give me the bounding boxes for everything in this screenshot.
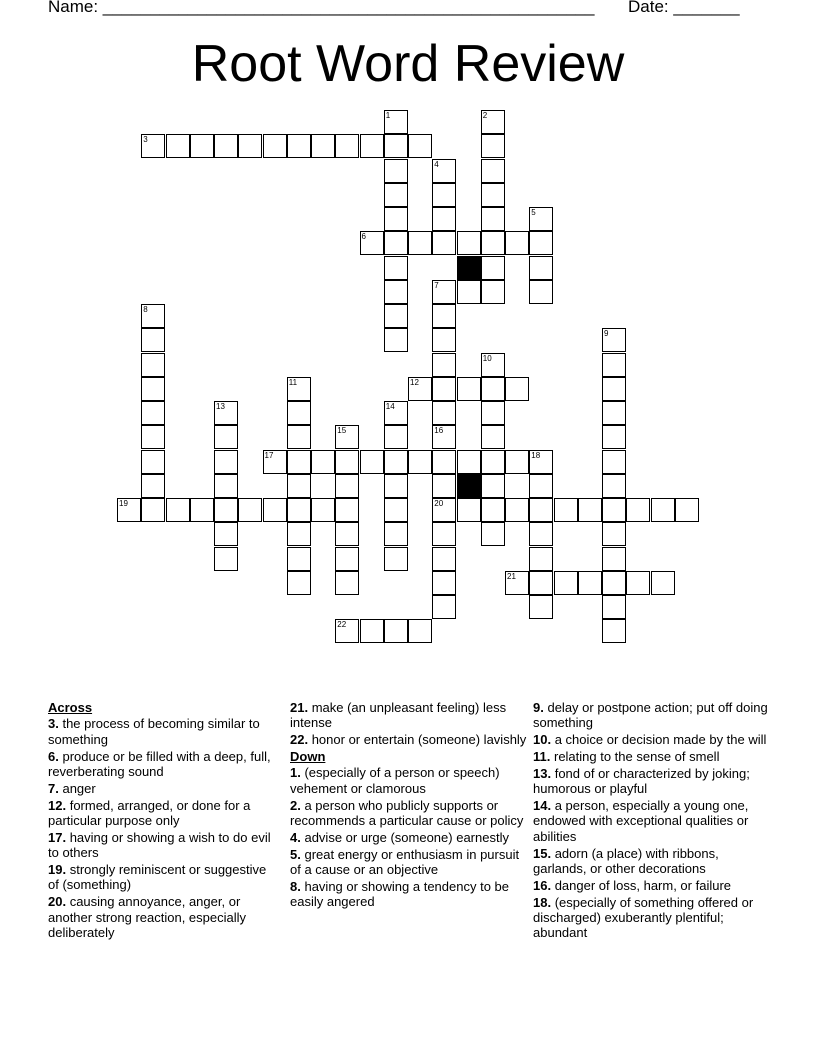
blocked-cell	[457, 256, 481, 280]
grid-cell[interactable]	[432, 595, 456, 619]
grid-cell[interactable]	[602, 425, 626, 449]
grid-cell[interactable]	[408, 231, 432, 255]
grid-cell[interactable]	[166, 134, 190, 158]
blocked-cell	[457, 474, 481, 498]
grid-cell[interactable]	[626, 571, 650, 595]
grid-cell[interactable]	[481, 425, 505, 449]
grid-cell[interactable]	[384, 304, 408, 328]
grid-cell[interactable]	[432, 328, 456, 352]
grid-cell[interactable]	[141, 134, 165, 158]
clue-number: 22	[337, 620, 347, 630]
grid-cell[interactable]	[384, 280, 408, 304]
clue-number: 9	[604, 329, 609, 339]
clue-number: 17	[264, 450, 274, 460]
clue-down-15: 15. adorn (a place) with ribbons, garlands, or other decorations	[533, 845, 719, 877]
grid-cell[interactable]	[529, 474, 553, 498]
grid-cell[interactable]	[384, 110, 408, 134]
page-title: Root Word Review	[191, 35, 625, 93]
grid-cell[interactable]	[602, 619, 626, 643]
grid-cell[interactable]	[384, 401, 408, 425]
clue-column-1	[48, 700, 276, 942]
grid-cell[interactable]	[384, 159, 408, 183]
grid-cell[interactable]	[408, 377, 432, 401]
grid-cell[interactable]	[505, 571, 529, 595]
grid-cell[interactable]	[384, 183, 408, 207]
clue-across-20: 20. causing annoyance, anger, or another strong reaction, especially deliberately	[48, 894, 247, 941]
grid-cell[interactable]	[457, 498, 481, 522]
name-field-label: Name: ____________________________________________________	[48, 0, 595, 16]
grid-cell[interactable]	[335, 547, 359, 571]
clue-number: 16	[434, 426, 444, 436]
clue-column-3	[533, 700, 773, 942]
grid-cell[interactable]	[311, 498, 335, 522]
clue-number: 2	[482, 111, 488, 120]
clue-across-7: 7. anger	[48, 780, 96, 796]
clue-down-10: 10. a choice or decision made by the will	[533, 732, 767, 748]
grid-cell[interactable]	[529, 256, 553, 280]
grid-cell[interactable]	[457, 450, 481, 474]
grid-cell[interactable]	[602, 571, 626, 595]
grid-cell[interactable]	[335, 474, 359, 498]
grid-cell[interactable]	[602, 595, 626, 619]
grid-cell[interactable]	[335, 425, 359, 449]
clue-number: 10	[482, 353, 492, 363]
grid-cell[interactable]	[481, 353, 505, 377]
grid-cell[interactable]	[141, 450, 165, 474]
grid-cell[interactable]	[384, 425, 408, 449]
clue-across-17: 17. having or showing a wish to do evil to others	[48, 829, 271, 861]
clue-down-14: 14. a person, especially a young one, endowed with exceptional qualities or abilities	[533, 798, 749, 844]
grid-cell[interactable]	[141, 328, 165, 352]
grid-cell[interactable]	[432, 353, 456, 377]
grid-cell[interactable]	[578, 571, 602, 595]
grid-cell[interactable]	[384, 450, 408, 474]
grid-cell[interactable]	[602, 522, 626, 546]
clue-down-11: 11. relating to the sense of smell	[533, 749, 720, 764]
grid-cell[interactable]	[481, 474, 505, 498]
grid-cell[interactable]	[287, 547, 311, 571]
grid-cell[interactable]	[335, 522, 359, 546]
clue-down-1: 1. (especially of a person or speech) vehement or clamorous	[290, 765, 500, 796]
grid-cell[interactable]	[481, 377, 505, 401]
grid-cell[interactable]	[214, 498, 238, 522]
grid-cell[interactable]	[529, 498, 553, 522]
grid-cell[interactable]	[384, 522, 408, 546]
clue-number: 3	[143, 135, 148, 145]
grid-cell[interactable]	[432, 425, 456, 449]
grid-cell[interactable]	[432, 377, 456, 401]
grid-cell[interactable]	[602, 377, 626, 401]
grid-cell[interactable]	[287, 377, 311, 401]
clue-number: 8	[143, 305, 148, 314]
grid-cell[interactable]	[529, 547, 553, 571]
grid-cell[interactable]	[529, 207, 553, 231]
grid-cell[interactable]	[505, 450, 529, 474]
grid-cell[interactable]	[602, 498, 626, 522]
grid-cell[interactable]	[263, 498, 287, 522]
grid-cell[interactable]	[166, 498, 190, 522]
clue-number: 1	[385, 111, 391, 120]
grid-cell[interactable]	[432, 280, 456, 304]
grid-cell[interactable]	[263, 450, 287, 474]
grid-cell[interactable]	[602, 547, 626, 571]
grid-cell[interactable]	[626, 498, 650, 522]
grid-cell[interactable]	[578, 498, 602, 522]
grid-cell[interactable]	[263, 134, 287, 158]
grid-cell[interactable]	[432, 547, 456, 571]
grid-cell[interactable]	[384, 207, 408, 231]
grid-cell[interactable]	[432, 304, 456, 328]
grid-cell[interactable]	[481, 450, 505, 474]
grid-cell[interactable]	[432, 522, 456, 546]
clue-across-6: 6. produce or be filled with a deep, full, reverberating sound	[48, 748, 271, 780]
clue-down-2: 2. a person who publicly supports or recommends a particular cause or policy	[290, 797, 524, 829]
grid-cell[interactable]	[432, 571, 456, 595]
clue-number: 20	[434, 499, 444, 508]
clue-number: 21	[507, 571, 516, 581]
grid-cell[interactable]	[432, 231, 456, 255]
grid-cell[interactable]	[287, 134, 311, 158]
clue-column-2	[290, 700, 528, 911]
grid-cell[interactable]	[529, 595, 553, 619]
grid-cell[interactable]	[651, 571, 675, 595]
grid-cell[interactable]	[335, 619, 359, 643]
grid-cell[interactable]	[432, 183, 456, 207]
grid-cell[interactable]	[384, 498, 408, 522]
clue-across-12: 12. formed, arranged, or done for a particular purpose only	[48, 797, 251, 829]
grid-cell[interactable]	[432, 207, 456, 231]
grid-cell[interactable]	[602, 401, 626, 425]
grid-cell[interactable]	[238, 498, 262, 522]
date-field-label: Date: _______	[628, 0, 740, 16]
grid-cell[interactable]	[117, 498, 141, 522]
grid-cell[interactable]	[602, 353, 626, 377]
grid-cell[interactable]	[481, 280, 505, 304]
grid-cell[interactable]	[457, 377, 481, 401]
clue-across-19: 19. strongly reminiscent or suggestive of (something)	[48, 862, 267, 893]
grid-cell[interactable]	[481, 231, 505, 255]
grid-cell[interactable]	[190, 498, 214, 522]
clue-down-9: 9. delay or postpone action; put off doing something	[533, 700, 768, 731]
grid-cell[interactable]	[432, 474, 456, 498]
grid-cell[interactable]	[214, 522, 238, 546]
grid-cell[interactable]	[311, 134, 335, 158]
grid-cell[interactable]	[141, 498, 165, 522]
clue-number: 19	[119, 499, 128, 508]
grid-cell[interactable]	[457, 280, 481, 304]
grid-cell[interactable]	[287, 522, 311, 546]
grid-cell[interactable]	[287, 498, 311, 522]
grid-cell[interactable]	[602, 450, 626, 474]
grid-cell[interactable]	[481, 134, 505, 158]
grid-cell[interactable]	[384, 474, 408, 498]
grid-cell[interactable]	[529, 280, 553, 304]
clue-across-22: 22. honor or entertain (someone) lavishly	[290, 732, 527, 748]
grid-cell[interactable]	[481, 522, 505, 546]
grid-cell[interactable]	[481, 498, 505, 522]
clue-number: 11	[288, 377, 298, 387]
grid-cell[interactable]	[505, 377, 529, 401]
clue-number: 13	[216, 402, 225, 411]
grid-cell[interactable]	[360, 619, 384, 643]
grid-cell[interactable]	[335, 450, 359, 474]
grid-cell[interactable]	[141, 377, 165, 401]
grid-cell[interactable]	[481, 110, 505, 134]
grid-cell[interactable]	[214, 547, 238, 571]
grid-cell[interactable]	[651, 498, 675, 522]
grid-cell[interactable]	[384, 134, 408, 158]
grid-cell[interactable]	[432, 450, 456, 474]
grid-cell[interactable]	[214, 401, 238, 425]
clue-number: 7	[434, 280, 439, 290]
grid-cell[interactable]	[287, 425, 311, 449]
grid-cell[interactable]	[311, 450, 335, 474]
grid-cell[interactable]	[505, 498, 529, 522]
grid-cell[interactable]	[554, 498, 578, 522]
clue-down-13: 13. fond of or characterized by joking; humorous or playful	[533, 765, 750, 797]
grid-cell[interactable]	[432, 498, 456, 522]
grid-cell[interactable]	[384, 619, 408, 643]
grid-cell[interactable]	[554, 571, 578, 595]
clue-down-16: 16. danger of loss, harm, or failure	[533, 877, 732, 893]
grid-cell[interactable]	[432, 159, 456, 183]
grid-cell[interactable]	[529, 522, 553, 546]
grid-cell[interactable]	[384, 547, 408, 571]
clue-across-21: 21. make (an unpleasant feeling) less intense	[290, 700, 507, 731]
grid-cell[interactable]	[335, 134, 359, 158]
grid-cell[interactable]	[141, 474, 165, 498]
clue-down-5: 5. great energy or enthusiasm in pursuit of a cause or an objective	[290, 846, 520, 878]
grid-cell[interactable]	[408, 619, 432, 643]
grid-cell[interactable]	[505, 231, 529, 255]
grid-cell[interactable]	[529, 571, 553, 595]
grid-cell[interactable]	[214, 134, 238, 158]
grid-cell[interactable]	[287, 450, 311, 474]
grid-cell[interactable]	[141, 425, 165, 449]
clue-number: 5	[531, 208, 536, 217]
clue-number: 4	[434, 159, 439, 169]
grid-cell[interactable]	[335, 571, 359, 595]
down-heading: Down	[290, 749, 326, 764]
grid-cell[interactable]	[190, 134, 214, 158]
grid-cell[interactable]	[214, 474, 238, 498]
clue-number: 18	[531, 450, 541, 460]
grid-cell[interactable]	[238, 134, 262, 158]
grid-cell[interactable]	[287, 401, 311, 425]
clue-number: 12	[410, 377, 419, 387]
grid-cell[interactable]	[481, 159, 505, 183]
grid-cell[interactable]	[360, 134, 384, 158]
grid-cell[interactable]	[481, 183, 505, 207]
grid-cell[interactable]	[384, 328, 408, 352]
grid-cell[interactable]	[214, 425, 238, 449]
grid-cell[interactable]	[287, 571, 311, 595]
grid-cell[interactable]	[384, 231, 408, 255]
grid-cell[interactable]	[602, 328, 626, 352]
grid-cell[interactable]	[529, 450, 553, 474]
clue-down-8: 8. having or showing a tendency to be easily angered	[290, 878, 509, 910]
clue-number: 14	[385, 402, 395, 411]
grid-cell[interactable]	[481, 401, 505, 425]
clue-down-4: 4. advise or urge (someone) earnestly	[290, 829, 509, 845]
grid-cell[interactable]	[287, 474, 311, 498]
clue-across-3: 3. the process of becoming similar to something	[48, 716, 260, 747]
grid-cell[interactable]	[384, 256, 408, 280]
grid-cell[interactable]	[335, 498, 359, 522]
grid-cell[interactable]	[481, 207, 505, 231]
grid-cell[interactable]	[408, 450, 432, 474]
clue-number: 6	[361, 232, 366, 242]
grid-cell[interactable]	[432, 401, 456, 425]
grid-cell[interactable]	[529, 231, 553, 255]
clue-number: 15	[337, 426, 347, 436]
grid-cell[interactable]	[360, 450, 384, 474]
grid-cell[interactable]	[141, 353, 165, 377]
grid-cell[interactable]	[360, 231, 384, 255]
grid-cell[interactable]	[457, 231, 481, 255]
grid-cell[interactable]	[141, 401, 165, 425]
across-heading: Across	[48, 700, 93, 715]
grid-cell[interactable]	[408, 134, 432, 158]
grid-cell[interactable]	[141, 304, 165, 328]
grid-cell[interactable]	[675, 498, 699, 522]
grid-cell[interactable]	[602, 474, 626, 498]
grid-cell[interactable]	[481, 256, 505, 280]
clue-down-18: 18. (especially of something offered or discharged) exuberantly plentiful; abundant	[533, 894, 754, 941]
grid-cell[interactable]	[214, 450, 238, 474]
